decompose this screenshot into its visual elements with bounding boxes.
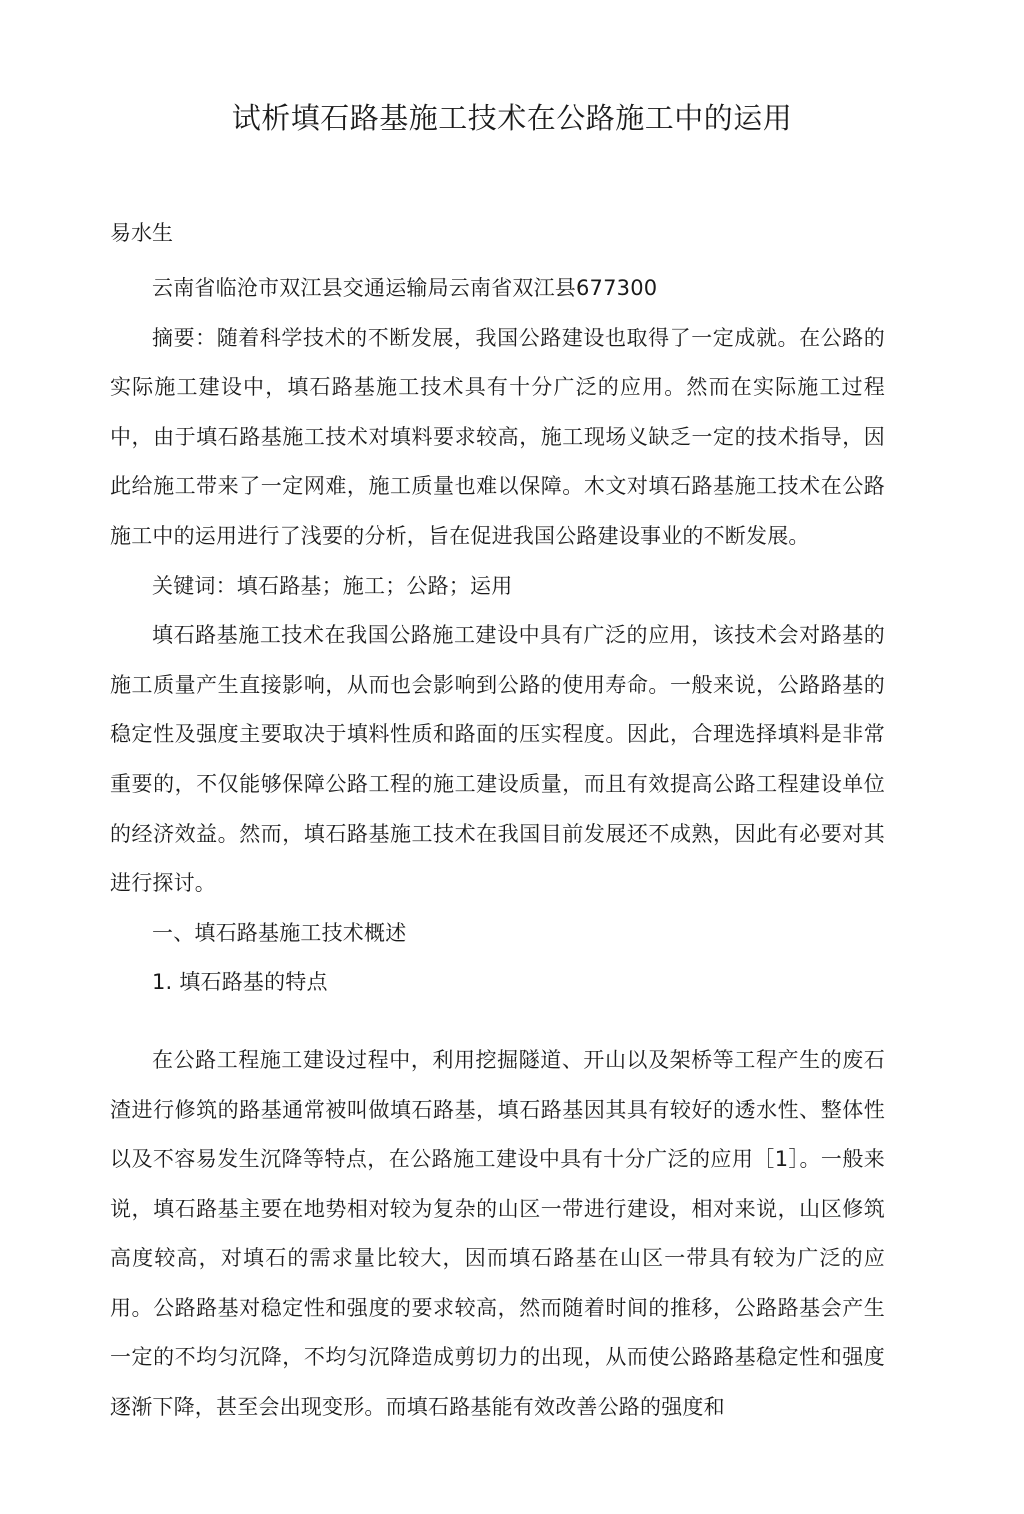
affiliation: 云南省临沧市双江县交通运输局云南省双江县677300: [152, 276, 658, 300]
subsection-heading: 1. 填石路基的特点: [152, 970, 328, 995]
document-title: 试析填石路基施工技术在公路施工中的运用: [231, 101, 793, 135]
abstract-paragraph: 摘要：随着科学技术的不断发展，我国公路建设也取得了一定成就。在公路的实际施工建设中，填石路基施工技术具有十分广泛的应用。然而在实际施工过程中，由于填石路基施工技术对填料要求较高，施工现场义缺乏一定的技术指导，因此给施工带来了一定网难，施工质量也难以保障。木文对填石路基施工技术在公路施工中的运用进行了浅要的分析，旨在促进我国公路建设事业的不断发展。: [110, 325, 885, 548]
intro-paragraph: 填石路基施工技术在我国公路施工建设中具有广泛的应用，该技术会对路基的施工质量产生直接影响，从而也会影响到公路的使用寿命。一般来说，公路路基的稳定性及强度主要取决于填料性质和路面的压实程度。因此，合理选择填料是非常重要的，不仅能够保障公路工程的施工建设质量，而且有效提高公路工程建设单位的经济效益。然而，填石路基施工技术在我国目前发展还不成熟，因此有必要对其进行探讨。: [110, 623, 885, 896]
paragraph-spacer: [110, 1008, 885, 1036]
subsection-paragraph: 在公路工程施工建设过程中，利用挖掘隧道、开山以及架桥等工程产生的废石渣进行修筑的路基通常被叫做填石路基，填石路基因其具有较好的透水性、整体性以及不容易发生沉降等特点，在公路施工建设中具有十分广泛的应用［1］。一般来说，填石路基主要在地势相对较为复杂的山区一带进行建设，相对来说，山区修筑高度较高，对填石的需求量比较大，因而填石路基在山区一带具有较为广泛的应用。公路路基对稳定性和强度的要求较高，然而随着时间的推移，公路路基会产生一定的不均匀沉降，不均匀沉降造成剪切力的出现，从而使公路路基稳定性和强度逐渐下降，甚至会出现变形。而填石路基能有效改善公路的强度和: [110, 1047, 885, 1420]
keywords: 关键词：填石路基；施工；公路；运用: [152, 573, 513, 598]
author-name: 易水生: [110, 221, 173, 245]
section-heading: 一、填石路基施工技术概述: [152, 920, 407, 945]
document-body: [110, 264, 885, 1433]
